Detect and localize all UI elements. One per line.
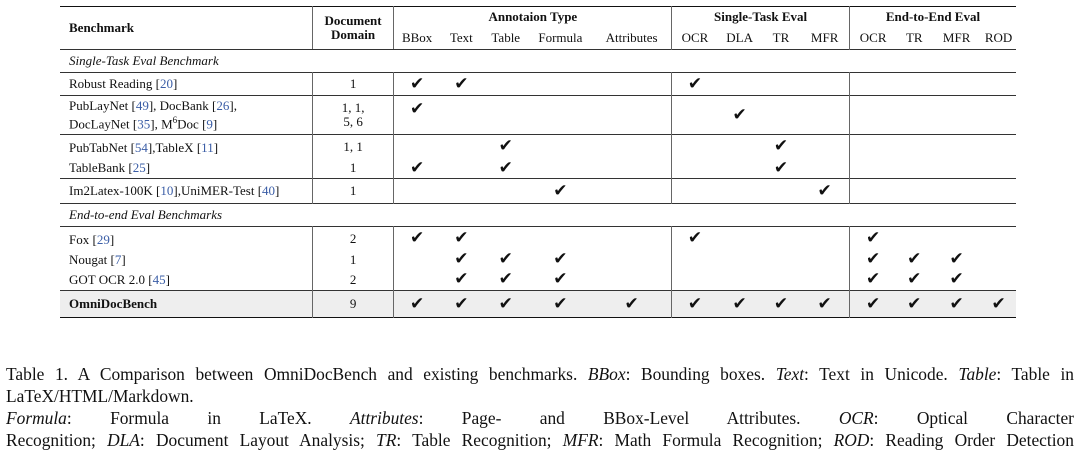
caption-line-1: Table 1. A Comparison between OmniDocBench and existing benchmarks. BBox: Bounding boxes. Text: Text in Unicode. Table: Table in LaTeX/HTML/Markdown.	[6, 364, 1074, 406]
section-row	[60, 204, 1016, 227]
col-text: Text	[449, 30, 473, 45]
check-icon: ✔	[949, 249, 964, 269]
col-bbox: BBox	[401, 30, 433, 45]
section-title-end-to-end: End-to-end Eval Benchmarks	[69, 207, 223, 222]
domain-cell: 2	[312, 227, 394, 251]
check-icon: ✔	[553, 269, 568, 289]
check-icon: ✔	[732, 293, 747, 314]
check-icon: ✔	[498, 293, 513, 314]
check-icon: ✔	[687, 73, 703, 94]
table-row-im2latex	[60, 179, 1016, 204]
check-icon: ✔	[624, 293, 639, 314]
col-e2e-mfr: MFR	[942, 30, 971, 45]
section-row	[60, 50, 1016, 73]
benchmark-name: Im2Latex-100K [10],UniMER-Test [40]	[60, 179, 312, 204]
benchmark-name: GOT OCR 2.0 [45]	[60, 269, 312, 291]
benchmark-name: OmniDocBench	[60, 291, 312, 318]
check-icon: ✔	[553, 293, 568, 314]
domain-cell: 1	[312, 250, 394, 269]
domain-cell: 1	[312, 73, 394, 96]
benchmark-name: PubTabNet [54],TableX [11]	[60, 135, 312, 159]
col-st-dla: DLA	[726, 30, 753, 45]
domain-cell: 2	[312, 269, 394, 291]
header-row-1	[60, 7, 1016, 28]
check-icon: ✔	[410, 157, 425, 178]
col-e2e-rod: ROD	[984, 30, 1013, 45]
single-task-eval-header: Single-Task Eval	[672, 7, 850, 28]
table-caption	[6, 363, 1074, 451]
check-icon: ✔	[498, 157, 513, 178]
col-e2e-ocr: OCR	[859, 30, 887, 45]
document-domain-header: Document Domain	[312, 7, 394, 50]
table-row-robust-reading	[60, 73, 1016, 96]
end-to-end-eval-header: End-to-End Eval	[885, 9, 981, 24]
domain-cell: 1, 1, 5, 6	[312, 96, 394, 135]
table-row-nougat	[60, 250, 1016, 269]
caption-line-3: Recognition; DLA: Document Layout Analysis; TR: Table Recognition; MFR: Math Formula Recognition; ROD: Reading Order Detection	[6, 430, 1074, 450]
benchmark-name: PubLayNet [49], DocBank [26], DocLayNet [35], $M^6Doc$ [9]	[60, 96, 312, 135]
check-icon: ✔	[687, 293, 703, 314]
check-icon: ✔	[498, 136, 513, 156]
table-row-got-ocr	[60, 269, 1016, 291]
col-table: Table	[491, 30, 521, 45]
check-icon: ✔	[773, 136, 789, 156]
domain-cell: 1, 1	[312, 135, 394, 159]
check-icon: ✔	[866, 293, 881, 314]
check-icon: ✔	[817, 180, 832, 201]
check-icon: ✔	[553, 249, 568, 269]
check-icon: ✔	[907, 293, 922, 314]
check-icon: ✔	[454, 269, 469, 289]
check-icon: ✔	[866, 228, 881, 248]
table-row-publaynet	[60, 96, 1016, 135]
check-icon: ✔	[773, 293, 789, 314]
check-icon: ✔	[410, 293, 425, 314]
table-row-fox	[60, 227, 1016, 251]
annotation-type-header: Annotaion Type	[394, 7, 672, 28]
check-icon: ✔	[498, 249, 513, 269]
check-icon: ✔	[454, 293, 469, 314]
check-icon: ✔	[454, 228, 469, 248]
benchmark-name: Robust Reading [20]	[60, 73, 312, 96]
check-icon: ✔	[454, 73, 469, 94]
check-icon: ✔	[949, 293, 964, 314]
table-row-omnidocbench	[60, 291, 1016, 318]
col-st-ocr: OCR	[681, 30, 709, 45]
check-icon: ✔	[866, 269, 881, 289]
benchmark-name: TableBank [25]	[60, 158, 312, 179]
check-icon: ✔	[732, 104, 747, 125]
benchmark-name: Fox [29]	[60, 227, 312, 251]
check-icon: ✔	[454, 249, 469, 269]
check-icon: ✔	[498, 269, 513, 289]
benchmark-header: Benchmark	[60, 7, 312, 50]
col-st-tr: TR	[772, 30, 790, 45]
check-icon: ✔	[866, 249, 881, 269]
check-icon: ✔	[410, 228, 425, 248]
check-icon: ✔	[991, 293, 1006, 314]
check-icon: ✔	[410, 73, 425, 94]
check-icon: ✔	[907, 269, 922, 289]
section-title-single-task: Single-Task Eval Benchmark	[69, 53, 219, 68]
domain-cell: 1	[312, 179, 394, 204]
check-icon: ✔	[949, 269, 964, 289]
table-row-tablebank	[60, 158, 1016, 179]
check-icon: ✔	[553, 180, 568, 201]
col-attributes: Attributes	[592, 27, 672, 50]
col-formula: Formula	[538, 30, 583, 45]
benchmark-name: Nougat [7]	[60, 250, 312, 269]
check-icon: ✔	[773, 157, 789, 178]
check-icon: ✔	[907, 249, 922, 269]
domain-cell: 1	[312, 158, 394, 179]
col-e2e-tr: TR	[905, 30, 923, 45]
check-icon: ✔	[410, 99, 425, 119]
check-icon: ✔	[687, 228, 703, 248]
col-st-mfr: MFR	[800, 27, 849, 50]
comparison-table	[60, 6, 1016, 318]
domain-cell: 9	[312, 291, 394, 318]
caption-line-2: Formula: Formula in LaTeX. Attributes: Page- and BBox-Level Attributes. OCR: Optical Character	[6, 408, 1074, 428]
table-row-pubtabnet	[60, 135, 1016, 159]
check-icon: ✔	[817, 293, 832, 314]
